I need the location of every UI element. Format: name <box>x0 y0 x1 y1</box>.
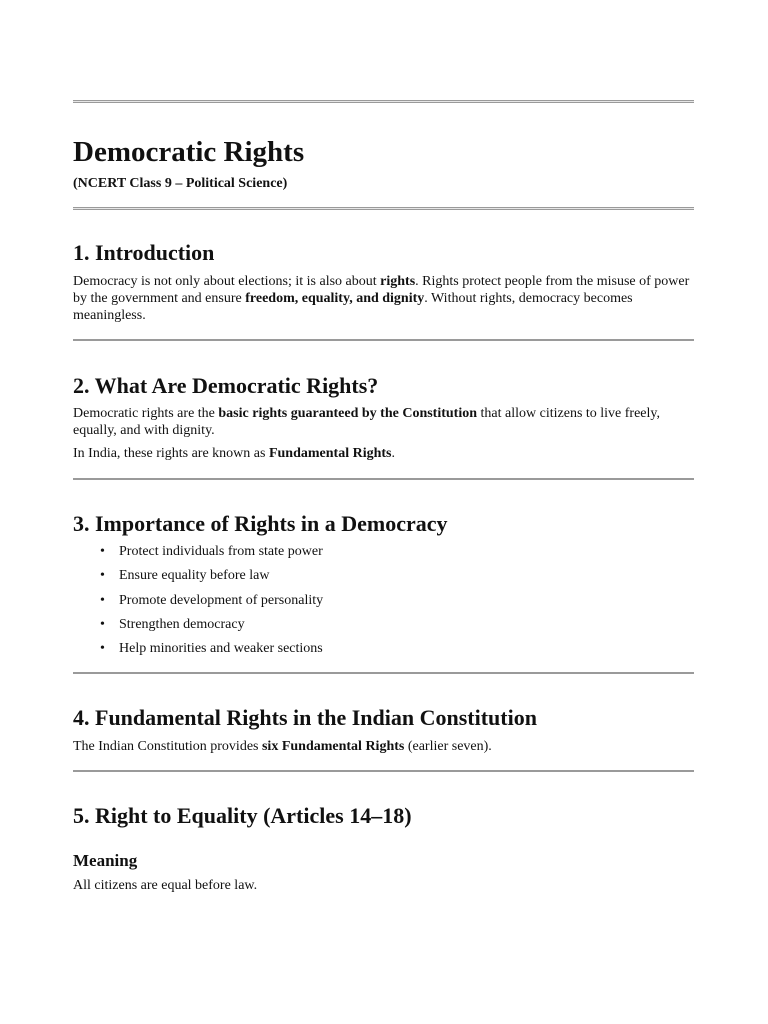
page-title: Democratic Rights <box>73 136 305 168</box>
importance-list <box>73 543 323 664</box>
list-item <box>73 616 323 640</box>
text-run: Democracy is not only about elections; it is also about <box>73 274 381 289</box>
list-item-text: Protect individuals from state power <box>119 544 323 559</box>
list-item-text: Promote development of personality <box>119 592 324 608</box>
bullet-icon: • <box>100 616 105 632</box>
list-item-text: Ensure equality before law <box>119 568 270 584</box>
list-item-text: Strengthen democracy <box>119 616 245 632</box>
section-importance-heading: 3. Importance of Rights in a Democracy <box>73 511 448 536</box>
bold-text: basic rights guaranteed by the Constitution <box>218 406 478 421</box>
bold-text: six Fundamental Rights <box>261 739 405 754</box>
section-divider <box>73 672 694 674</box>
section-divider <box>73 339 694 341</box>
bullet-icon: • <box>100 568 105 584</box>
list-item-text: Help minorities and weaker sections <box>119 641 323 657</box>
section-divider <box>73 770 694 772</box>
bullet-icon: • <box>100 544 105 559</box>
bold-text: freedom, equality, and dignity <box>245 291 425 306</box>
what-paragraph-1 <box>73 405 694 439</box>
list-item <box>73 567 323 591</box>
bold-text: Fundamental Rights <box>268 446 392 461</box>
text-run: Democratic rights are the <box>73 406 219 421</box>
fundamental-paragraph <box>73 738 694 755</box>
text-run: (earlier seven). <box>404 739 492 754</box>
text-run: In India, these rights are known as <box>73 446 269 461</box>
meaning-subheading: Meaning <box>73 851 138 870</box>
section-introduction-heading: 1. Introduction <box>73 240 215 265</box>
what-paragraph-2 <box>73 445 694 462</box>
page-subtitle: (NCERT Class 9 – Political Science) <box>73 176 288 191</box>
text-run: . Rights protect people from the misuse of power by the government and ensure <box>73 274 690 306</box>
section-equality-heading: 5. Right to Equality (Articles 14–18) <box>73 803 412 828</box>
introduction-paragraph <box>73 273 694 324</box>
header-divider <box>73 207 694 210</box>
text-run: . <box>391 446 395 461</box>
meaning-paragraph: All citizens are equal before law. <box>73 878 258 893</box>
bold-text: rights <box>380 274 416 289</box>
bullet-icon: • <box>100 592 105 608</box>
section-divider <box>73 478 694 480</box>
section-what-heading: 2. What Are Democratic Rights? <box>73 373 379 398</box>
top-divider <box>73 100 694 103</box>
text-run: that allow citizens to live freely, equally, and with dignity. <box>73 406 661 438</box>
section-fundamental-heading: 4. Fundamental Rights in the Indian Constitution <box>73 705 537 730</box>
list-item <box>73 543 323 567</box>
bullet-icon: • <box>100 641 105 657</box>
text-run: . Without rights, democracy becomes meaningless. <box>73 291 633 323</box>
list-item <box>73 592 323 616</box>
text-run: The Indian Constitution provides <box>73 739 262 754</box>
list-item <box>73 640 323 664</box>
